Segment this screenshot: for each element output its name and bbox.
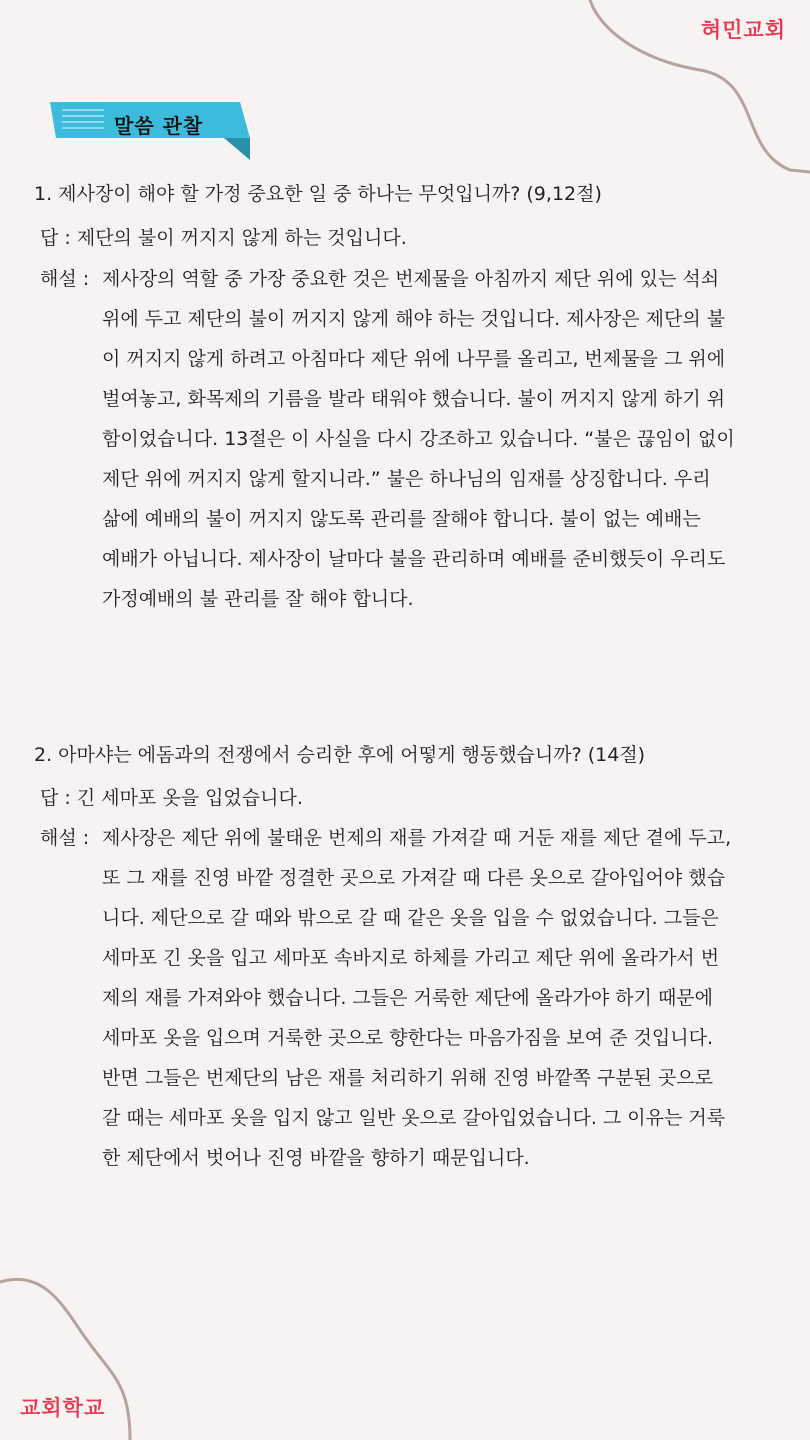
explanation-line: 제의 재를 가져와야 했습니다. 그들은 거룩한 제단에 올라가야 하기 때문에: [102, 987, 714, 1009]
explanation-line: 세마포 옷을 입으며 거룩한 곳으로 향한다는 마음가짐을 보여 준 것입니다.: [102, 1027, 714, 1049]
explanation-2: [102, 818, 792, 1178]
explanation-line: 반면 그들은 번제단의 남은 재를 처리하기 위해 진영 바깥쪽 구분된 곳으로: [102, 1067, 714, 1089]
explanation-line: 세마포 긴 옷을 입고 세마포 속바지로 하체를 가리고 제단 위에 올라가서 번: [102, 947, 720, 969]
explanation-line: 함이었습니다. 13절은 이 사실을 다시 강조하고 있습니다. “불은 끊임이 없이: [102, 428, 735, 450]
explanation-line: 벌여놓고, 화목제의 기름을 발라 태워야 했습니다. 불이 꺼지지 않게 하기 위: [102, 388, 726, 410]
explanation-line: 삶에 예배의 불이 꺼지지 않도록 관리를 잘해야 합니다. 불이 없는 예배는: [102, 508, 701, 530]
explanation-line: 제단 위에 꺼지지 않게 할지니라.” 불은 하나님의 임재를 상징합니다. 우리: [102, 468, 711, 490]
question-2: 2. 아마샤는 에돔과의 전쟁에서 승리한 후에 어떻게 행동했습니까? (14절): [34, 744, 646, 766]
answer-1: 답 : 제단의 불이 꺼지지 않게 하는 것입니다.: [40, 227, 407, 249]
explanation-line: 이 꺼지지 않게 하려고 아침마다 제단 위에 나무를 올리고, 번제물을 그 위에: [102, 348, 726, 370]
explanation-line: 한 제단에서 벗어나 진영 바깥을 향하기 때문입니다.: [102, 1147, 530, 1169]
explanation-line: 가정예배의 불 관리를 잘 해야 합니다.: [102, 588, 414, 610]
explanation-line: 니다. 제단으로 갈 때와 밖으로 갈 때 같은 옷을 입을 수 없었습니다. 그들은: [102, 907, 719, 929]
explanation-label-2: 해설 :: [40, 827, 90, 849]
question-1: 1. 제사장이 해야 할 가정 중요한 일 중 하나는 무엇입니까? (9,12절): [34, 183, 602, 205]
explanation-line: 위에 두고 제단의 불이 꺼지지 않게 해야 하는 것입니다. 제사장은 제단의 불: [102, 308, 726, 330]
explanation-line: 예배가 아닙니다. 제사장이 날마다 불을 관리하며 예배를 준비했듯이 우리도: [102, 548, 726, 570]
section-banner: [44, 98, 254, 162]
brand-logo-top: 혀민교회: [700, 18, 786, 42]
explanation-label-1: 해설 :: [40, 268, 90, 290]
banner-label: 말씀 관찰: [114, 114, 204, 138]
explanation-line: 갈 때는 세마포 옷을 입지 않고 일반 옷으로 갈아입었습니다. 그 이유는 거룩: [102, 1107, 726, 1129]
explanation-line: 또 그 재를 진영 바깥 정결한 곳으로 가져갈 때 다른 옷으로 갈아입어야 했습: [102, 867, 726, 889]
explanation-line: 제사장의 역할 중 가장 중요한 것은 번제물을 아침까지 제단 위에 있는 석쇠: [102, 268, 720, 290]
explanation-1: [102, 259, 792, 619]
answer-2: 답 : 긴 세마포 옷을 입었습니다.: [40, 787, 303, 809]
explanation-line: 제사장은 제단 위에 불태운 번제의 재를 가져갈 때 거둔 재를 제단 곁에 두고,: [102, 827, 732, 849]
brand-logo-bottom: 교회학교: [20, 1396, 106, 1420]
